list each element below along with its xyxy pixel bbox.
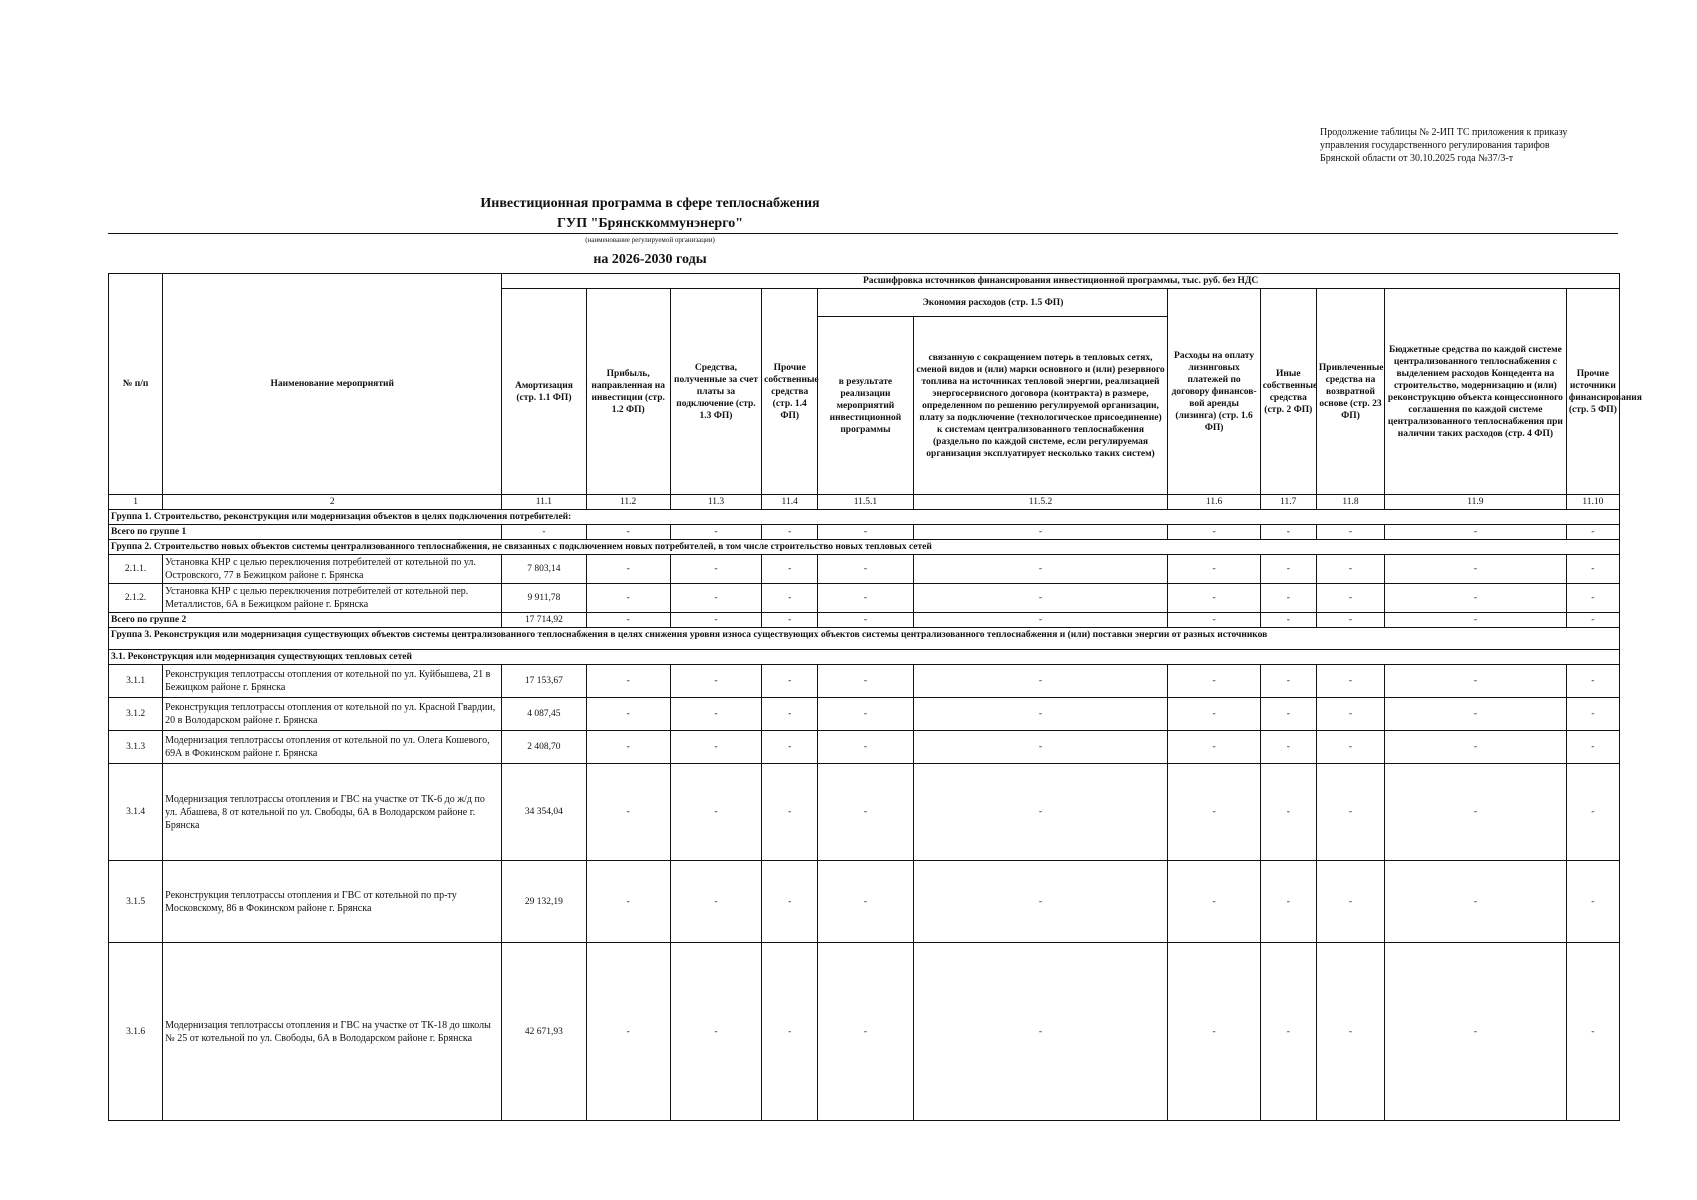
dash-cell: - bbox=[1168, 943, 1260, 1121]
dash-cell: - bbox=[1566, 665, 1619, 698]
dash-cell: - bbox=[1385, 525, 1567, 540]
dash-cell: - bbox=[913, 861, 1168, 943]
dash-cell: - bbox=[586, 731, 670, 764]
dash-cell: - bbox=[670, 613, 761, 628]
organization-name: ГУП "Брянсккоммунэнерго" bbox=[557, 216, 743, 231]
header-other-own-funds-2: Иные собственные средства (стр. 2 ФП) bbox=[1260, 289, 1316, 495]
dash-cell: - bbox=[913, 665, 1168, 698]
row-name: Модернизация теплотрассы отопления от котельной по ул. Олега Кошевого, 69А в Фокинском районе г. Брянска bbox=[163, 731, 502, 764]
dash-cell: - bbox=[1566, 584, 1619, 613]
group-total-value: - bbox=[502, 525, 586, 540]
row-number: 3.1.5 bbox=[109, 861, 163, 943]
dash-cell: - bbox=[913, 731, 1168, 764]
row-name: Установка КНР с целью переключения потребителей от котельной по ул. Островского, 77 в Бежицком районе г. Брянска bbox=[163, 555, 502, 584]
period-title: на 2026-2030 годы bbox=[593, 252, 707, 267]
dash-cell: - bbox=[1566, 943, 1619, 1121]
row-number: 3.1.2 bbox=[109, 698, 163, 731]
dash-cell: - bbox=[1316, 613, 1384, 628]
group-2-total-row bbox=[109, 613, 1620, 628]
dash-cell: - bbox=[1566, 861, 1619, 943]
dash-cell: - bbox=[762, 861, 818, 943]
dash-cell: - bbox=[913, 584, 1168, 613]
dash-cell: - bbox=[586, 525, 670, 540]
header-amortization: Амортизация (стр. 1.1 ФП) bbox=[502, 289, 586, 495]
dash-cell: - bbox=[1260, 861, 1316, 943]
subgroup-3-1-title: 3.1. Реконструкция или модернизация существующих тепловых сетей bbox=[109, 650, 1620, 665]
table-row bbox=[109, 764, 1620, 861]
dash-cell: - bbox=[913, 698, 1168, 731]
header-profit: Прибыль, направленная на инвестиции (стр. 1.2 ФП) bbox=[586, 289, 670, 495]
investment-table bbox=[108, 273, 1642, 1121]
dash-cell: - bbox=[1260, 665, 1316, 698]
dash-cell: - bbox=[1316, 525, 1384, 540]
group-1-total-row bbox=[109, 525, 1620, 540]
dash-cell: - bbox=[762, 584, 818, 613]
order-reference-note: Продолжение таблицы № 2-ИП ТС приложения к приказу управления государственного регулирования тарифов Брянской области от 30.10.2025 года №37/3-т bbox=[1320, 127, 1568, 164]
row-name: Модернизация теплотрассы отопления и ГВС на участке от ТК-6 до ж/д по ул. Абашева, 8 от котельной по ул. Свободы, 6А в Володарском районе г. Брянска bbox=[163, 764, 502, 861]
row-name: Реконструкция теплотрассы отопления от котельной по ул. Куйбышева, 21 в Бежицком районе г. Брянска bbox=[163, 665, 502, 698]
header-connection-fee: Средства, полученные за счет платы за подключение (стр. 1.3 ФП) bbox=[670, 289, 761, 495]
table-row bbox=[109, 555, 1620, 584]
dash-cell: - bbox=[1566, 764, 1619, 861]
document-title: Инвестиционная программа в сфере теплоснабжения bbox=[480, 196, 820, 211]
header-other-own-funds: Прочие собственные средства (стр. 1.4 ФП) bbox=[762, 289, 818, 495]
dash-cell: - bbox=[1260, 698, 1316, 731]
column-numbers-row bbox=[109, 495, 1620, 510]
dash-cell: - bbox=[818, 525, 913, 540]
dash-cell: - bbox=[670, 943, 761, 1121]
dash-cell: - bbox=[1260, 731, 1316, 764]
dash-cell: - bbox=[1566, 525, 1619, 540]
row-amortization: 9 911,78 bbox=[502, 584, 586, 613]
row-amortization: 29 132,19 bbox=[502, 861, 586, 943]
dash-cell: - bbox=[1385, 764, 1567, 861]
dash-cell: - bbox=[762, 525, 818, 540]
row-amortization: 42 671,93 bbox=[502, 943, 586, 1121]
dash-cell: - bbox=[818, 665, 913, 698]
dash-cell: - bbox=[818, 861, 913, 943]
group-2-title: Группа 2. Строительство новых объектов системы централизованного теплоснабжения, не связанных с подключением новых потребителей, в том числе строительство новых тепловых сетей bbox=[109, 540, 1620, 555]
dash-cell: - bbox=[913, 943, 1168, 1121]
dash-cell: - bbox=[586, 861, 670, 943]
dash-cell: - bbox=[670, 584, 761, 613]
dash-cell: - bbox=[913, 525, 1168, 540]
dash-cell: - bbox=[1260, 555, 1316, 584]
column-number: 11.8 bbox=[1316, 495, 1384, 510]
dash-cell: - bbox=[1385, 665, 1567, 698]
row-number: 2.1.1. bbox=[109, 555, 163, 584]
dash-cell: - bbox=[818, 943, 913, 1121]
dash-cell: - bbox=[818, 764, 913, 861]
dash-cell: - bbox=[1385, 613, 1567, 628]
row-amortization: 17 153,67 bbox=[502, 665, 586, 698]
dash-cell: - bbox=[670, 764, 761, 861]
dash-cell: - bbox=[1168, 613, 1260, 628]
dash-cell: - bbox=[818, 555, 913, 584]
row-name: Реконструкция теплотрассы отопления от котельной по ул. Красной Гвардии, 20 в Володарском районе г. Брянска bbox=[163, 698, 502, 731]
header-name: Наименование мероприятий bbox=[163, 274, 502, 495]
dash-cell: - bbox=[1316, 555, 1384, 584]
table-row bbox=[109, 731, 1620, 764]
header-other-sources: Прочие источники финансирования (стр. 5 ФП) bbox=[1566, 289, 1619, 495]
dash-cell: - bbox=[762, 665, 818, 698]
column-number: 11.2 bbox=[586, 495, 670, 510]
header-budget-funds: Бюджетные средства по каждой системе централизованного теплоснабжения с выделением расходов Концедента на строительство, модернизацию и (или) реконструкцию объекта концессионного соглашения по каждой системе централизованного теплоснабжения при наличии таких расходов (стр. 4 ФП) bbox=[1385, 289, 1567, 495]
table-row bbox=[109, 584, 1620, 613]
dash-cell: - bbox=[1385, 584, 1567, 613]
row-number: 3.1.6 bbox=[109, 943, 163, 1121]
dash-cell: - bbox=[670, 731, 761, 764]
row-amortization: 4 087,45 bbox=[502, 698, 586, 731]
header-economy: Экономия расходов (стр. 1.5 ФП) bbox=[818, 289, 1168, 317]
dash-cell: - bbox=[762, 764, 818, 861]
dash-cell: - bbox=[1168, 665, 1260, 698]
dash-cell: - bbox=[586, 764, 670, 861]
table-row bbox=[109, 943, 1620, 1121]
header-leasing: Расходы на оплату лизинговых платежей по договору финансов-вой аренды (лизинга) (стр. 1.6 ФП) bbox=[1168, 289, 1260, 495]
group-1-title: Группа 1. Строительство, реконструкция или модернизация объектов в целях подключения потребителей: bbox=[109, 510, 1620, 525]
dash-cell: - bbox=[670, 555, 761, 584]
dash-cell: - bbox=[1566, 698, 1619, 731]
column-number: 1 bbox=[109, 495, 163, 510]
dash-cell: - bbox=[1260, 943, 1316, 1121]
title-underline bbox=[108, 233, 1618, 234]
dash-cell: - bbox=[913, 764, 1168, 861]
dash-cell: - bbox=[586, 613, 670, 628]
dash-cell: - bbox=[818, 731, 913, 764]
dash-cell: - bbox=[1168, 584, 1260, 613]
dash-cell: - bbox=[818, 613, 913, 628]
header-sources: Расшифровка источников финансирования инвестиционной программы, тыс. руб. без НДС bbox=[502, 274, 1620, 289]
header-economy-result: в результате реализации мероприятий инвестиционной программы bbox=[818, 317, 913, 495]
row-amortization: 2 408,70 bbox=[502, 731, 586, 764]
dash-cell: - bbox=[1168, 555, 1260, 584]
column-number: 11.1 bbox=[502, 495, 586, 510]
column-number: 11.9 bbox=[1385, 495, 1567, 510]
dash-cell: - bbox=[1260, 613, 1316, 628]
row-amortization: 34 354,04 bbox=[502, 764, 586, 861]
dash-cell: - bbox=[1385, 861, 1567, 943]
dash-cell: - bbox=[586, 584, 670, 613]
column-number: 2 bbox=[163, 495, 502, 510]
dash-cell: - bbox=[1316, 665, 1384, 698]
row-name: Установка КНР с целью переключения потребителей от котельной пер. Металлистов, 6А в Бежицком районе г. Брянска bbox=[163, 584, 502, 613]
dash-cell: - bbox=[670, 665, 761, 698]
dash-cell: - bbox=[913, 613, 1168, 628]
dash-cell: - bbox=[818, 698, 913, 731]
group-total-value: 17 714,92 bbox=[502, 613, 586, 628]
column-number: 11.5.2 bbox=[913, 495, 1168, 510]
dash-cell: - bbox=[670, 525, 761, 540]
dash-cell: - bbox=[1168, 731, 1260, 764]
dash-cell: - bbox=[762, 731, 818, 764]
dash-cell: - bbox=[586, 665, 670, 698]
dash-cell: - bbox=[1168, 698, 1260, 731]
column-number: 11.5.1 bbox=[818, 495, 913, 510]
dash-cell: - bbox=[1566, 613, 1619, 628]
dash-cell: - bbox=[762, 943, 818, 1121]
column-number: 11.10 bbox=[1566, 495, 1619, 510]
dash-cell: - bbox=[1385, 698, 1567, 731]
dash-cell: - bbox=[1168, 861, 1260, 943]
group-3-title: Группа 3. Реконструкция или модернизация существующих объектов системы централизованного теплоснабжения в целях снижения уровня износа существующих объектов системы централизованного теплоснабжения и (или) поставки энергии от разных источников bbox=[109, 628, 1620, 650]
dash-cell: - bbox=[586, 943, 670, 1121]
dash-cell: - bbox=[1316, 764, 1384, 861]
row-name: Реконструкция теплотрассы отопления и ГВС от котельной по пр-ту Московскому, 86 в Фокинском районе г. Брянска bbox=[163, 861, 502, 943]
dash-cell: - bbox=[1260, 525, 1316, 540]
dash-cell: - bbox=[762, 613, 818, 628]
dash-cell: - bbox=[1168, 525, 1260, 540]
dash-cell: - bbox=[818, 584, 913, 613]
dash-cell: - bbox=[586, 698, 670, 731]
dash-cell: - bbox=[1566, 731, 1619, 764]
dash-cell: - bbox=[670, 698, 761, 731]
column-number: 11.6 bbox=[1168, 495, 1260, 510]
group-total-label: Всего по группе 1 bbox=[109, 525, 502, 540]
row-number: 3.1.3 bbox=[109, 731, 163, 764]
dash-cell: - bbox=[1316, 698, 1384, 731]
row-number: 3.1.1 bbox=[109, 665, 163, 698]
column-number: 11.3 bbox=[670, 495, 761, 510]
row-name: Модернизация теплотрассы отопления и ГВС на участке от ТК-18 до школы № 25 от котельной по ул. Свободы, 6А в Володарском районе г. Брянска bbox=[163, 943, 502, 1121]
organization-caption: (наименование регулируемой организации) bbox=[585, 236, 715, 244]
dash-cell: - bbox=[1168, 764, 1260, 861]
dash-cell: - bbox=[670, 861, 761, 943]
header-no: № п/п bbox=[109, 274, 163, 495]
column-number: 11.4 bbox=[762, 495, 818, 510]
row-number: 2.1.2. bbox=[109, 584, 163, 613]
row-number: 3.1.4 bbox=[109, 764, 163, 861]
table-row bbox=[109, 861, 1620, 943]
dash-cell: - bbox=[1385, 555, 1567, 584]
table-row bbox=[109, 665, 1620, 698]
header-borrowed-funds: Привлеченные средства на возвратной основе (стр. 23 ФП) bbox=[1316, 289, 1384, 495]
dash-cell: - bbox=[1566, 555, 1619, 584]
dash-cell: - bbox=[762, 555, 818, 584]
dash-cell: - bbox=[762, 698, 818, 731]
header-economy-loss: связанную с сокращением потерь в тепловых сетях, сменой видов и (или) марки основного и (или) резервного топлива на источниках тепловой энергии, реализацией энергосервисного договора (контракта) в размере, определенном по решению регулируемой организации, плату за подключение (технологическое присоединение) к системам централизованного теплоснабжения (раздельно по каждой системе, если регулируемая организация эксплуатирует несколько таких систем) bbox=[913, 317, 1168, 495]
dash-cell: - bbox=[1316, 861, 1384, 943]
dash-cell: - bbox=[1385, 731, 1567, 764]
dash-cell: - bbox=[1316, 943, 1384, 1121]
table-row bbox=[109, 698, 1620, 731]
dash-cell: - bbox=[1385, 943, 1567, 1121]
dash-cell: - bbox=[1260, 584, 1316, 613]
dash-cell: - bbox=[586, 555, 670, 584]
row-amortization: 7 803,14 bbox=[502, 555, 586, 584]
group-total-label: Всего по группе 2 bbox=[109, 613, 502, 628]
dash-cell: - bbox=[1316, 584, 1384, 613]
dash-cell: - bbox=[1260, 764, 1316, 861]
column-number: 11.7 bbox=[1260, 495, 1316, 510]
dash-cell: - bbox=[913, 555, 1168, 584]
dash-cell: - bbox=[1316, 731, 1384, 764]
